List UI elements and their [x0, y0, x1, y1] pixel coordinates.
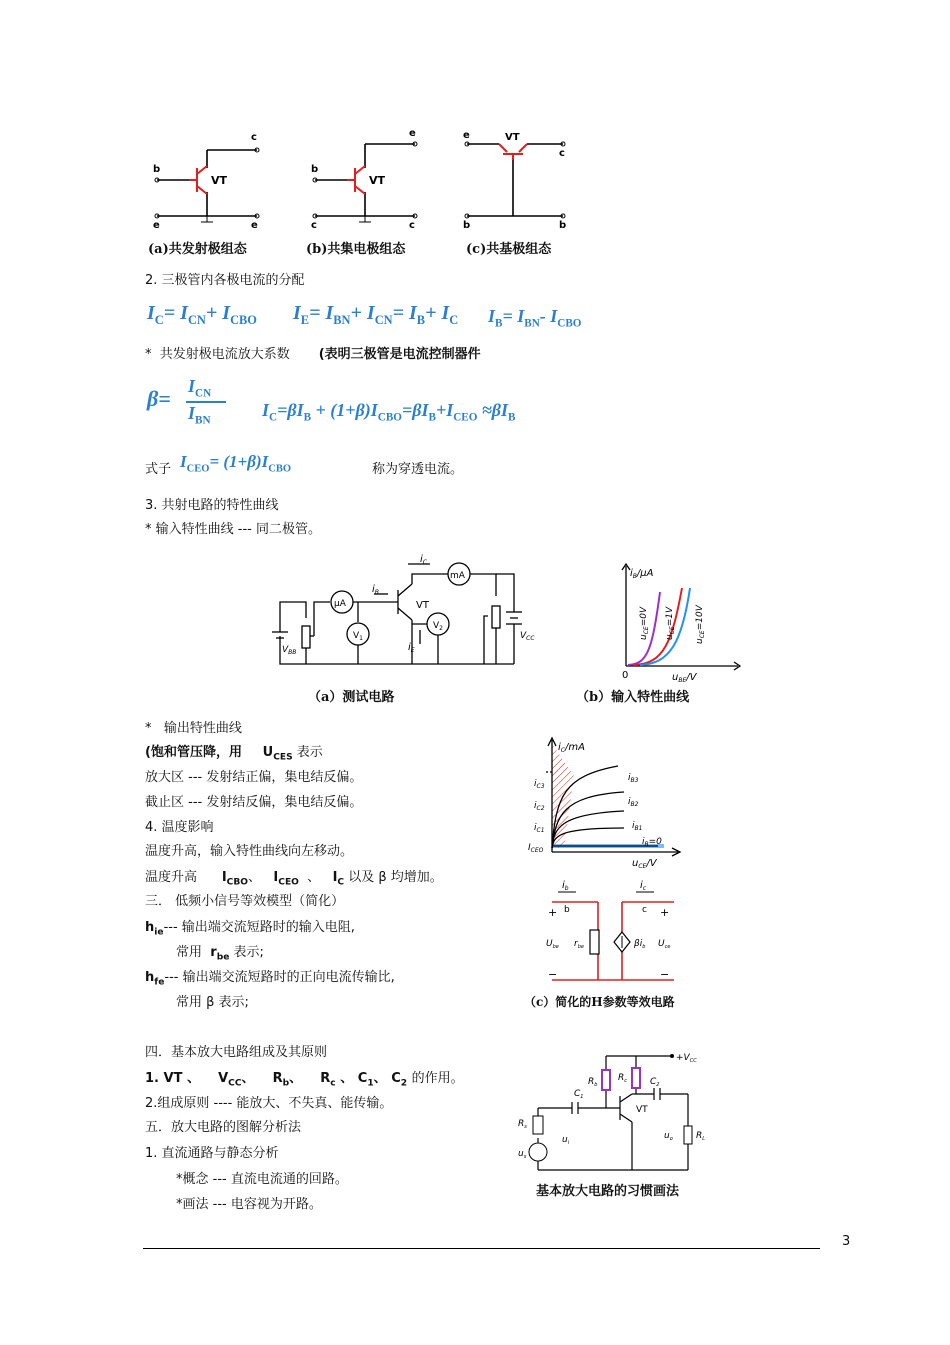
section-four-heading: 四．基本放大电路组成及其原则	[145, 1045, 328, 1060]
label-vt-c: VT	[505, 132, 520, 143]
label-c-b2: c	[409, 220, 415, 231]
ui-label: $u_i$	[562, 1135, 570, 1146]
ic1-label: $i_{C1}$	[534, 823, 545, 834]
ic-label: $i_C$	[420, 554, 427, 566]
v2-label: $V_2$	[433, 621, 443, 632]
ib-arrow-label: $i_b$	[562, 880, 569, 892]
vt-amp-label: VT	[636, 1105, 648, 1115]
label-vt-b: VT	[369, 174, 386, 187]
h-parameter-equivalent-circuit	[538, 876, 688, 986]
ib-label: $i_B$	[372, 584, 379, 596]
beta-ib-label: $\beta i_b$	[634, 939, 646, 950]
label-e2: e	[251, 220, 258, 231]
ic3-label: $i_{C3}$	[534, 779, 545, 790]
rl-label: $R_L$	[696, 1131, 706, 1142]
uo-label: $u_o$	[664, 1131, 673, 1142]
ib-axis-label: $i_B/\mu A$	[630, 568, 654, 580]
formula-beta-num: $I_{CN}$	[188, 376, 212, 400]
b-label: b	[564, 905, 570, 915]
formula-ic: $I_C= I_{CN}+ I_{CBO}$	[147, 302, 257, 327]
rbe-label: $r_{be}$	[574, 939, 584, 950]
formula-iceo: $I_{CEO}= (1+\beta)I_{CBO}$	[180, 452, 292, 475]
ic2-label: $i_{C2}$	[534, 801, 545, 812]
ube-axis-label: $u_{BE}/V$	[672, 672, 697, 684]
plus-left: +	[548, 906, 558, 919]
ma-label: mA	[450, 571, 465, 581]
iceo-label: $I_{CEO}$	[528, 843, 544, 854]
ube-label: $U_{be}$	[546, 939, 559, 950]
ib0-label: $i_B=0$	[642, 837, 662, 848]
caption-test-circuit: （a）测试电路	[308, 690, 395, 705]
label-c: c	[251, 132, 257, 143]
curve-label-1v: $u_{CE}=1V$	[665, 606, 676, 640]
label-e: e	[153, 220, 160, 231]
vcc-amp-label: $+V_{CC}$	[676, 1053, 697, 1064]
label-c-c: c	[559, 148, 565, 159]
hie-use-line: 常用 $r_{be}$ 表示;	[176, 945, 264, 963]
ceo-prefix: 式子	[145, 462, 172, 477]
method-line: *画法 --- 电容视为开路。	[176, 1197, 322, 1212]
rc-label: $R_c$	[618, 1073, 628, 1084]
ib1-label: $i_{B1}$	[632, 821, 643, 832]
c2-label: $C_2$	[650, 1077, 660, 1088]
temperature-line1: 温度升高，输入特性曲线向左移动。	[145, 844, 354, 859]
caption-common-base: (c)共基极组态	[466, 242, 552, 257]
minus-left: −	[548, 968, 558, 981]
formula-ie: $I_E= I_{BN}+ I_{CN}= I_B+ I_C$	[293, 302, 459, 327]
minus-right: −	[660, 968, 670, 981]
label-b-c1: b	[463, 220, 471, 231]
hfe-use-line: 常用 β 表示;	[176, 995, 249, 1010]
ib2-label: $i_{B2}$	[628, 797, 639, 808]
hie-line: $h_{ie}---$ 输出端交流短路时的输入电阻,	[145, 920, 355, 938]
caption-common-emitter: (a)共发射极组态	[148, 242, 247, 257]
plus-right: +	[660, 906, 670, 919]
formula-beta: β=	[147, 386, 171, 411]
ceo-suffix: 称为穿透电流。	[372, 462, 464, 477]
vt-label: VT	[416, 600, 429, 611]
section-five-heading: 五．放大电路的图解分析法	[145, 1120, 302, 1135]
ic-axis: $i_C/mA$	[558, 742, 585, 754]
amplify-region: 放大区 --- 发射结正偏，集电结反偏。	[145, 770, 363, 785]
caption-h-parameter: （c）简化的H参数等效电路	[524, 995, 675, 1009]
label-b: b	[153, 164, 161, 175]
ua-label: μA	[334, 599, 346, 609]
label-vt: VT	[211, 174, 228, 187]
test-circuit-diagram	[270, 552, 550, 674]
ic-arrow-label: $i_c$	[640, 880, 647, 892]
page-number: 3	[842, 1234, 851, 1249]
vbb-label: $V_{BB}$	[282, 645, 297, 656]
cutoff-region: 截止区 --- 发射结反偏，集电结反偏。	[145, 795, 363, 810]
section-five-sub1: 1. 直流通路与静态分析	[145, 1146, 279, 1161]
curve-label-10v: $u_{CE}=10V$	[695, 605, 706, 644]
us-label: $u_s$	[518, 1149, 527, 1160]
caption-common-collector: (b)共集电极组态	[306, 242, 406, 257]
output-heading: * 输出特性曲线	[145, 721, 242, 736]
caption-input-curve: （b）输入特性曲线	[576, 690, 690, 705]
output-characteristic-chart	[528, 736, 684, 870]
beta-note: * 共发射极电流放大系数 (表明三极管是电流控制器件	[145, 347, 481, 362]
formula-ib: $I_B= I_{BN}-$ $I_{CBO}$	[488, 306, 582, 330]
c1-label: $C_1$	[574, 1089, 584, 1100]
footer-rule	[143, 1248, 820, 1249]
curve-label-0v: $u_{CE}=0V$	[639, 606, 650, 640]
origin-label: 0	[622, 670, 629, 681]
input-characteristic-chart	[612, 562, 742, 684]
basic-amplifier-circuit	[516, 1046, 716, 1176]
hfe-line: $h_{fe}---$ 输出端交流短路时的正向电流传输比,	[145, 970, 395, 988]
label-c-b1: c	[311, 220, 317, 231]
ib3-label: $i_{B3}$	[628, 773, 639, 784]
uce-label: $U_{ce}$	[658, 939, 671, 950]
saturation-note: (饱和管压降，用 $U_{CES}$ 表示	[145, 745, 323, 763]
label-b-b: b	[311, 164, 319, 175]
rs-label: $R_s$	[518, 1119, 527, 1130]
rb-label: $R_b$	[588, 1077, 598, 1088]
ie-label: $i_E$	[408, 642, 415, 654]
vcc-label: $V_{CC}$	[520, 631, 535, 642]
section4-heading: 4. 温度影响	[145, 820, 214, 835]
transistor-configurations-diagram	[145, 128, 585, 231]
section3-heading: 3. 共射电路的特性曲线	[145, 498, 279, 513]
formula-ic-long: $I_C=\beta I_B + (1+\beta)I_{CBO}=\beta I_B+I_{CEO} \approx\beta I_B$	[262, 400, 516, 424]
c-label: c	[642, 905, 647, 915]
temperature-line2: 温度升高 $I_{CBO}$、 $I_{CEO}$ 、 $I_C$ 以及 β 均增加。	[145, 870, 443, 888]
label-b-c2: b	[559, 220, 567, 231]
label-e-b: e	[409, 128, 416, 139]
v1-label: $V_1$	[353, 631, 363, 642]
input-curve-note: * 输入特性曲线 --- 同二极管。	[145, 522, 321, 537]
formula-beta-den: $I_{BN}$	[188, 403, 211, 427]
principles-line: 2.组成原则 ---- 能放大、不失真、能传输。	[145, 1096, 393, 1111]
section2-heading: 2. 三极管内各极电流的分配	[145, 273, 305, 288]
section-three-heading: 三． 低频小信号等效模型（简化）	[145, 894, 345, 909]
concept-line: *概念 --- 直流电流通的回路。	[176, 1172, 348, 1187]
caption-basic-amplifier: 基本放大电路的习惯画法	[536, 1184, 680, 1199]
components-line: 1. VT 、 $V_{CC}$、 $R_b$、 $R_c$ 、 $C_1$、 $C_2$ 的作用。	[145, 1071, 464, 1089]
label-e-c: e	[463, 130, 470, 141]
uce-axis: $u_{CE}/V$	[632, 858, 657, 870]
